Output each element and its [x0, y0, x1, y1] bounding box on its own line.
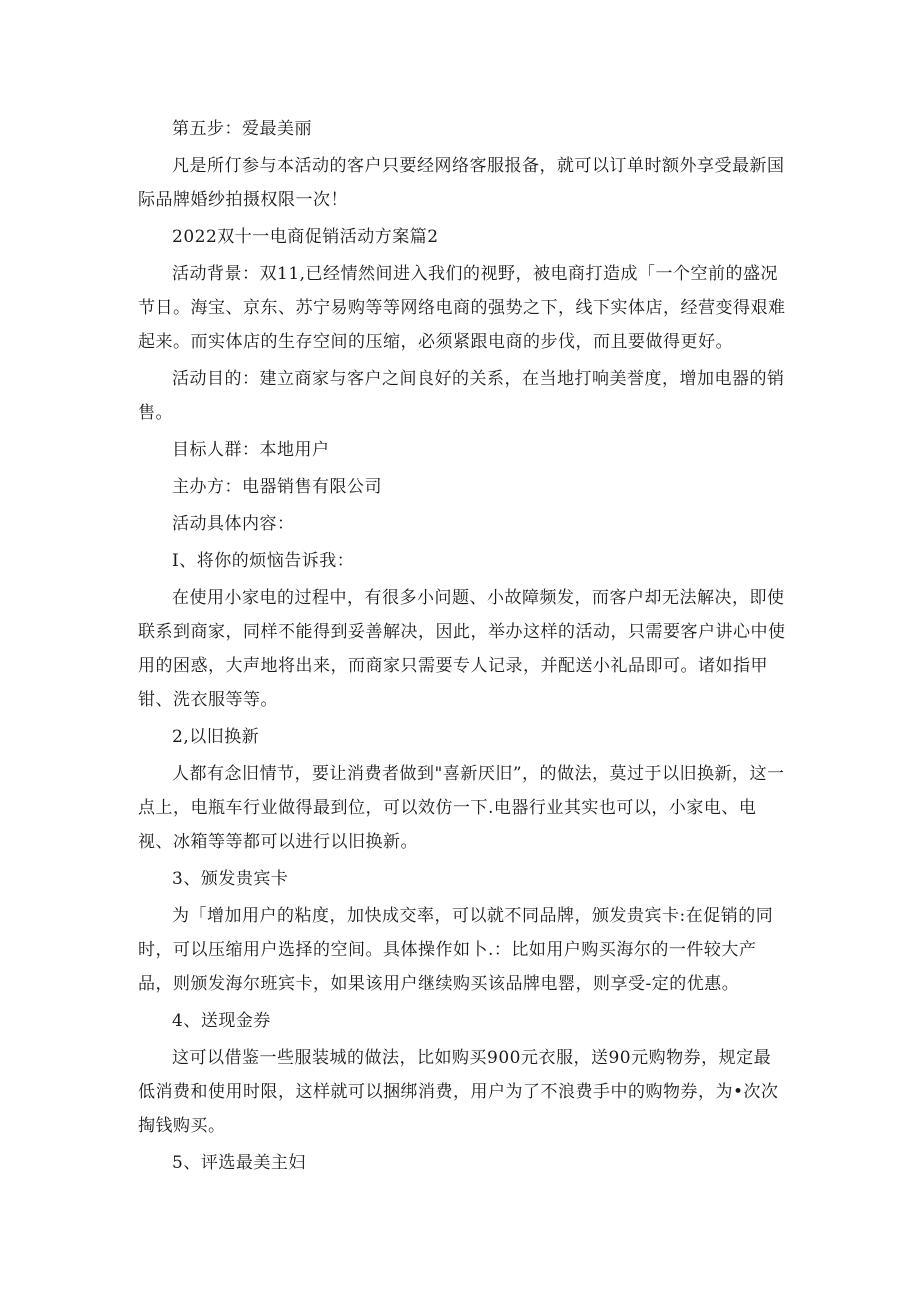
item-five-heading: 5、评选最美主妇	[172, 1153, 306, 1173]
item-four-heading: 4、送现金券	[172, 1011, 271, 1031]
item-one-heading: I、将你的烦恼告诉我：	[172, 551, 355, 571]
step-five-heading: 第五步：爱最美丽	[172, 119, 312, 139]
item-one-paragraph: 在使用小家电的过程中，有很多小问题、小故障频发，而客户却无法解决，即使联系到商家，同样不能得到妥善解决，因此，举办这样的活动，只需要客户讲心中使用的困惑，大声地将出来，而商家只需要专人记录，并配送小礼品即可。诸如指甲钳、洗衣服等等。	[138, 588, 786, 710]
document-body	[138, 112, 788, 1183]
section-title: 2022双十一电商促销活动方案篇2	[172, 227, 439, 247]
target-audience: 目标人群：本地用户	[172, 440, 330, 460]
background-paragraph: 活动背景：双11,已经情然间进入我们的视野，被电商打造成「一个空前的盛况节日。海宝、京东、苏宁易购等等网络电商的强势之下，线下实体店，经营变得艰难起来。而实体店的生存空间的压缩，必须紧跟电商的步伐，而且要做得更好。	[138, 264, 786, 352]
step-five-paragraph: 凡是所仃参与本活动的客户只要经网络客服报备，就可以订单时额外享受最新国际品牌婚纱拍摄权限一次！	[138, 156, 785, 210]
item-three-paragraph: 为「增加用户的粘度，加快成交率，可以就不同品牌，颁发贵宾卡:在促销的同时，可以压缩用户选择的空间。具体操作如卜.：比如用户购买海尔的一件较大产品，则颁发海尔班宾卡，如果该用户继续购买该品牌电罂，则享受-定的优惠。	[138, 906, 774, 994]
item-two-paragraph: 人都有念旧情节，要让消费者做到"喜新厌旧”，的做法，莫过于以旧换新，这一点上，电瓶车行业做得最到位，可以效仿一下.电器行业其实也可以，小家电、电视、冰箱等等都可以进行以旧换新。	[138, 764, 785, 852]
item-four-paragraph: 这可以借鉴一些服装城的做法，比如购买900元衣服，送90元购物券，规定最低消费和使用时限，这样就可以捆绑消费，用户为了不浪费手中的购物券，为•次次掏钱购买。	[138, 1048, 779, 1136]
item-three-heading: 3、颁发贵宾卡	[172, 869, 289, 889]
purpose-paragraph: 活动目的：建立商家与客户之间良好的关系，在当地打响美誉度，增加电器的销售。	[138, 369, 785, 423]
content-heading: 活动具体内容：	[172, 514, 295, 534]
item-two-heading: 2,以旧换新	[172, 727, 260, 747]
organizer: 主办方：电器销售有限公司	[172, 477, 382, 497]
